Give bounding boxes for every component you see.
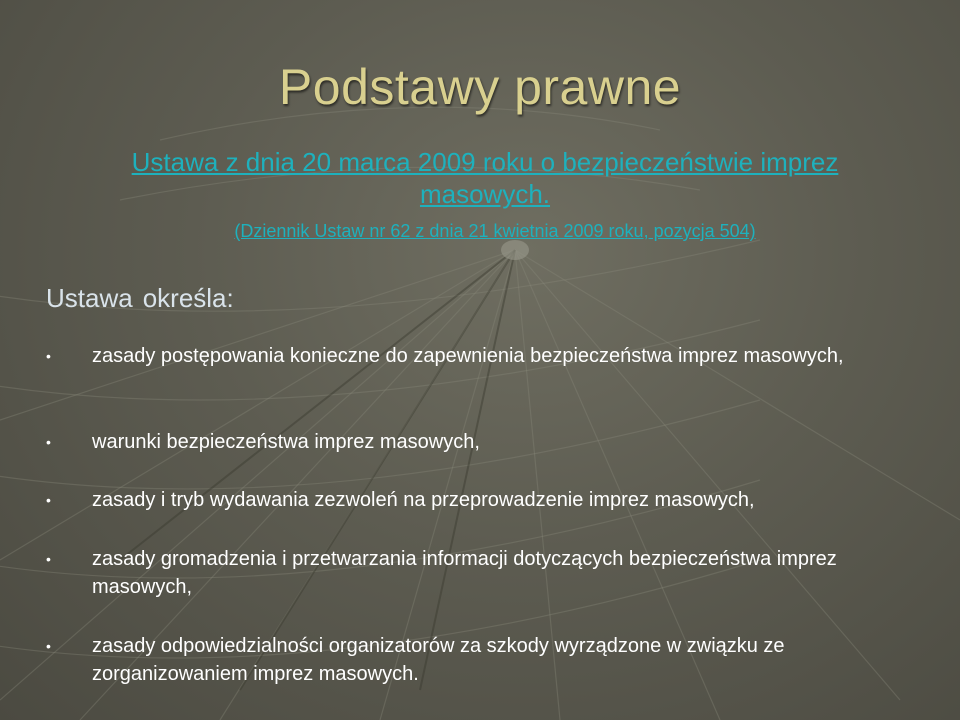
bullet-icon: • <box>46 492 51 508</box>
section-heading <box>46 283 234 314</box>
list-item <box>46 342 942 370</box>
section-heading-verb: określa: <box>142 283 234 313</box>
slide-title: Podstawy prawne <box>278 59 682 115</box>
list-item <box>46 486 942 514</box>
bullet-icon: • <box>46 434 51 450</box>
list-item-text: zasady odpowiedzialności organizatorów za szkody wyrządzone w związku ze zorganizowaniem imprez masowych. <box>92 635 785 685</box>
list-item <box>46 632 942 688</box>
section-heading-word: Ustawa <box>46 283 133 313</box>
list-item <box>46 545 942 601</box>
list-item-text: zasady gromadzenia i przetwarzania informacji dotyczących bezpieczeństwa imprez masowych, <box>92 548 837 598</box>
list-item-text: zasady postępowania konieczne do zapewnienia bezpieczeństwa imprez masowych, <box>92 345 844 367</box>
list-item-text: warunki bezpieczeństwa imprez masowych, <box>92 431 480 453</box>
list-item-text: zasady i tryb wydawania zezwoleń na przeprowadzenie imprez masowych, <box>92 489 755 511</box>
bullet-icon: • <box>46 638 51 654</box>
act-title-link[interactable]: Ustawa z dnia 20 marca 2009 roku o bezpieczeństwie imprez masowych. <box>131 147 839 209</box>
bullet-icon: • <box>46 348 51 364</box>
bullet-icon: • <box>46 551 51 567</box>
list-item <box>46 428 942 456</box>
journal-source-link[interactable]: (Dziennik Ustaw nr 62 z dnia 21 kwietnia 2009 roku, pozycja 504) <box>234 221 756 241</box>
